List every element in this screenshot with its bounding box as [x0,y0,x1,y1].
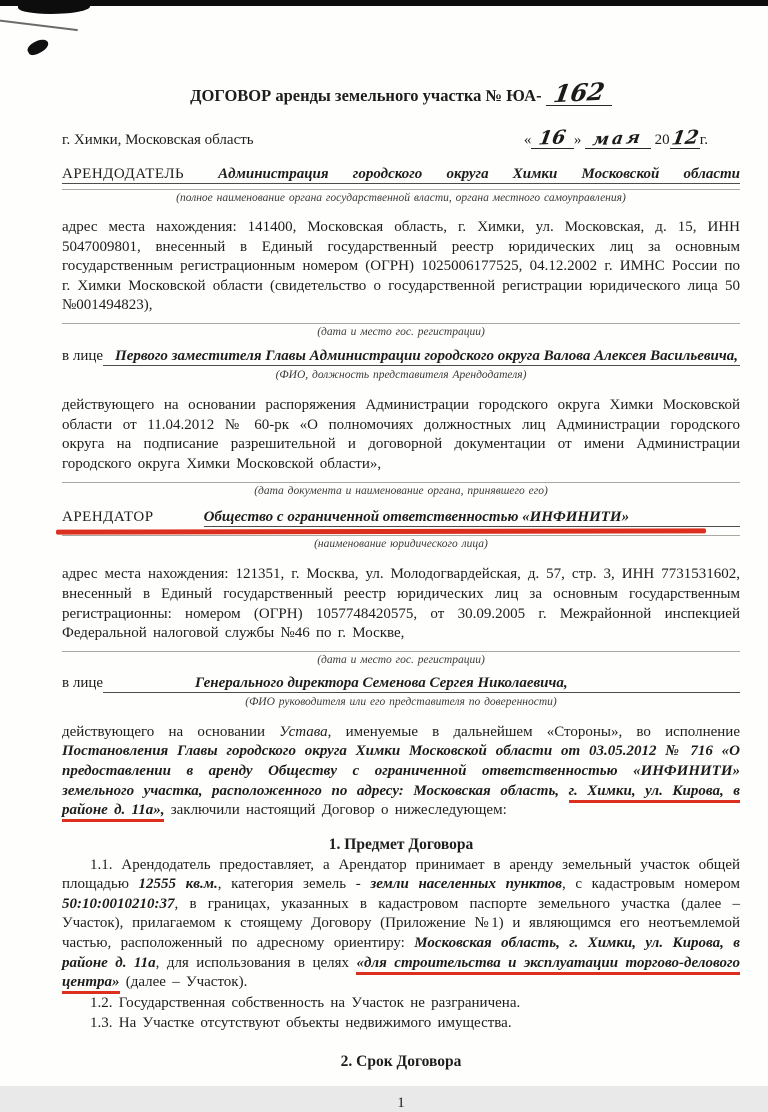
open-quote: « [523,132,532,148]
tenant-label: АРЕНДАТОР [62,509,154,526]
date-day-handwritten: 16 [537,126,568,150]
scan-artifact-pen-mark [25,37,50,58]
clause-seg: , категория земель - [217,876,371,893]
close-quote: » [573,132,582,148]
contract-number-underline [546,76,612,109]
landlord-label: АРЕНДОДАТЕЛЬ [62,166,185,182]
landlord-authority-caption: (дата документа и наименование органа, принявшего его) [254,485,548,498]
date-handwritten-group [523,126,708,151]
landlord-row [62,166,740,184]
landlord-authority-paragraph: действующего на основании распоряжения Администрации городского округа Химки Московской области от 11.04.2012 № 60-рк «О полномочиях должностных лиц Администрации городского округа на подписание разрешительной и договорной документации от имени Администрации городского округа Химки Московской области», [62,396,740,472]
preamble-paragraph [62,723,740,821]
contract-number-handwritten: 162 [551,76,607,109]
clause-seg: , в границах, указанных в кадастровом паспорте земельного участка (далее – Участок), прилагаемом к стоящему Договору (Приложение №1) и являющимся его неотъемлемой частью, расположенный по адресному ориентиру: [62,895,740,952]
page-number: 1 [397,1095,405,1112]
form-line [62,480,740,483]
form-line [62,187,740,190]
date-month-slot [585,127,651,151]
in-person-label: в лице [62,674,104,691]
landlord-rep-caption: (ФИО, должность представителя Арендодателя) [275,368,527,381]
tenant-name: Общество с ограниченной ответственностью «ИНФИНИТИ» [204,509,740,527]
clause-1-3-paragraph: 1.3. На Участке отсутствуют объекты недвижимого имущества. [90,1015,512,1032]
form-line [62,321,740,324]
tenant-address-paragraph: адрес места нахождения: 121351, г. Москва, ул. Молодогвардейская, д. 57, стр. 3, ИНН 7731531602, внесенный в Единый государственный реестр юридических лиц за основным государственным регистрационны: номером (ОГРН) 1057748420575, от 30.09.2005 г. Межрайонной инспекцией Федеральной налоговой службы №46 по г. Москве, [62,566,740,642]
preamble-address-red-underlined: г. Химки, ул. Кирова, в районе д. 11а», [62,783,740,823]
tenant-row [62,509,740,527]
preamble-seg: действующего на основании [62,723,280,740]
landlord-name: Администрация городского округа Химки Московской области [218,166,740,182]
land-category: земли населенных пунктов [370,876,562,893]
place-text: г. Химки, Московская область [62,132,254,148]
date-month-handwritten: мая [591,127,645,151]
clause-1-2-paragraph: 1.2. Государственная собственность на Участок не разграничена. [90,994,521,1011]
purpose-red-underlined: «для строительства и эксплуатации торгово-делового центра» [62,955,740,995]
date-year-handwritten: 12 [669,126,700,150]
tenant-in-person-row [62,675,740,693]
landlord-address-paragraph: адрес места нахождения: 141400, Московская область, г. Химки, ул. Московская, д. 15, ИНН 5047009801, внесенный в Единый государственный реестр юридических лиц за основным государственным регистрационным номером (ОГРН) 1025006177525, 04.12.2002 г. ИМНС России по г. Химки Московской области (свидетельство о государственной регистрации юридического лица 50 №001494823), [62,219,740,314]
clause-seg: , для использования в целях [155,954,357,971]
preamble-seg: Устава [279,723,328,740]
tenant-reg-caption: (дата и место гос. регистрации) [317,653,485,666]
landlord-name-caption: (полное наименование органа государственной власти, органа местного самоуправления) [176,192,626,204]
section-2-heading: 2. Срок Договора [340,1053,462,1071]
tenant-representative: Генерального директора Семенова Сергея Николаевича, [103,675,740,693]
form-line [62,649,740,652]
document-title-row [62,0,740,109]
document-title: ДОГОВОР аренды земельного участка № ЮА- [190,86,542,105]
clause-seg: , с кадастровым номером [562,876,740,893]
document-body [62,0,740,1112]
area-value: 12555 кв.м. [138,876,218,893]
plot-address: Московская область, г. Химки, ул. Кирова, в районе д. 11а [62,935,740,971]
landlord-reg-caption: (дата и место гос. регистрации) [317,325,485,338]
tenant-rep-caption: (ФИО руководителя или его представителя по доверенности) [245,695,557,708]
section-1-heading: 1. Предмет Договора [328,835,474,853]
date-year-suffix: г. [699,132,708,148]
in-person-label: в лице [62,347,104,364]
tenant-name-caption: (наименование юридического лица) [314,538,488,551]
landlord-in-person-row [62,348,740,366]
date-day-slot [531,126,573,150]
place-date-line [62,126,740,151]
date-year-slot [669,126,700,150]
landlord-representative: Первого заместителя Главы Администрации городского округа Валова Алексея Васильевича, [103,348,740,366]
clause-1-1-paragraph [62,856,740,993]
clause-seg: 1.1. Арендодатель предоставляет, а Арендатор принимает в аренду земельный участок общей площадью [62,856,740,893]
preamble-seg: заключили настоящий Договор о нижеследующем: [164,802,507,819]
cadastral-number: 50:10:0010210:37 [62,895,175,912]
preamble-seg: , именуемые в дальнейшем «Стороны», во исполнение [327,723,740,740]
date-century: 20 [654,132,670,148]
clause-seg: (далее – Участок). [119,974,248,991]
preamble-seg: Постановления Главы городского округа Химки Московской области от 03.05.2012 № 716 «О предоставлении в аренду Обществу с ограниченной ответственностью «ИНФИНИТИ» земельного участка, расположенного по адресу: Московская область, [62,743,740,799]
